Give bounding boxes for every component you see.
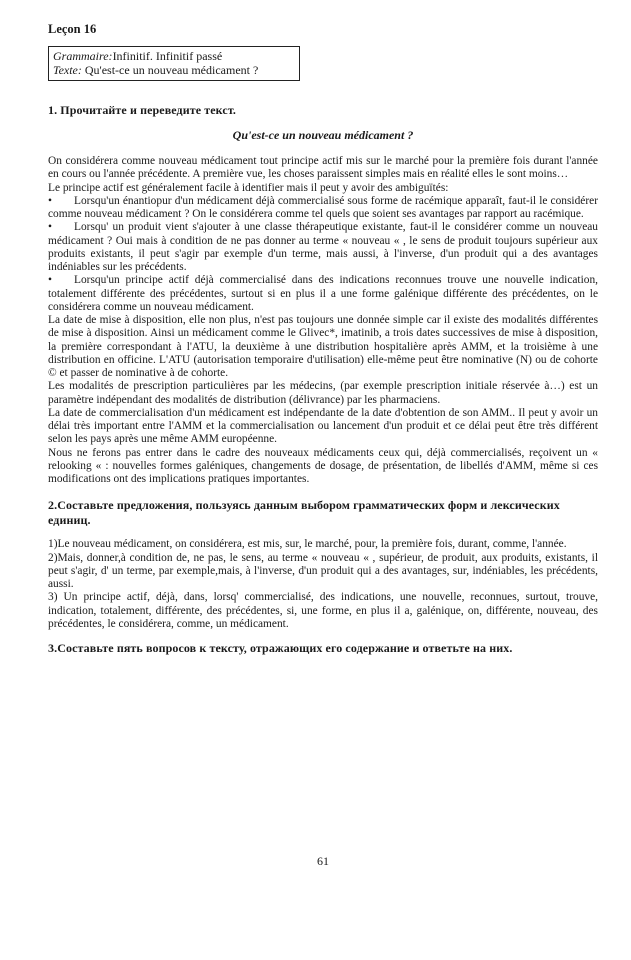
document-page (48, 22, 598, 868)
paragraph: Le principe actif est généralement facile à identifier mais il peut y avoir des ambiguïtés: (48, 181, 449, 194)
bullet-paragraph (48, 274, 598, 314)
grammar-box (48, 46, 300, 81)
exercise-item: 2)Mais, donner,à condition de, ne pas, le sens, au terme « nouveau « , supérieur, de produit, aux produits, existants, il peut s'agir, d' un terme, par exemple,mais, à l'inverse, d'un produit qui a des avantages, sur, indéniables, les précédents, aussi. (48, 551, 598, 590)
page-number: 61 (317, 854, 329, 868)
grammar-line (53, 49, 295, 63)
paragraph: On considérera comme nouveau médicament tout principe actif mis sur le marché pour la première fois durant l'année en cours ou l'année précédente. A première vue, les choses paraissent simples mais en réalité elles le sont moins… (48, 155, 598, 181)
spacer (48, 631, 598, 641)
grammar-text: Infinitif. Infinitif passé (112, 49, 223, 63)
spacer (48, 486, 598, 498)
paragraph: La date de mise à disposition, elle non plus, n'est pas toujours une donnée simple car il existe des modalités différentes de mise à disposition. Ainsi un médicament comme le Glivec*, imatinib, a trois dates successives de mise à disposition, la première correspondant à l'ATU, la deuxième à une distribution hospitalière après AMM, et la troisième à une distribution en officine. L'ATU (autorisation temporaire d'utilisation) elle-même peut être nominative (N) ou de cohorte © et passer de nominative à de cohorte. (48, 314, 598, 379)
text-title: Qu'est-ce un nouveau médicament ? (84, 63, 259, 77)
lesson-title: Leçon 16 (48, 22, 97, 36)
bullet-text: Lorsqu' un produit vient s'ajouter à une classe thérapeutique existante, faut-il le considérer comme un nouveau médicament ? Oui mais à condition de ne pas donner au terme « nouveau « , le sens de produit toujours supérieur aux produits existants, il peut s'agir par exemple d'un terme, mais aussi, à l'inverse, d'un produit qui a des avantages indéniables sur les précédents. (48, 221, 598, 273)
bullet-icon: • (48, 221, 52, 234)
bullet-paragraph (48, 195, 598, 222)
text-line (53, 63, 295, 77)
section1-heading: 1. Прочитайте и переведите текст. (48, 103, 237, 117)
bullet-text: Lorsqu'un énantiopur d'un médicament déjà commercialisé sous forme de racémique apparaît, faut-il le considérer comme nouveau médicament ? On le considérera comme tel quels que soient ses avantages par rapport au racémique. (48, 194, 598, 220)
exercise-items (48, 538, 598, 631)
text-label: Texte: (53, 63, 82, 77)
section3-heading: 3.Составьте пять вопросов к тексту, отражающих его содержание и ответьте на них. (48, 641, 513, 655)
bullet-icon: • (48, 274, 52, 287)
paragraph: La date de commercialisation d'un médicament est indépendante de la date d'obtention de son AMM.. Il peut y avoir un délai très important entre l'AMM et la commercialisation ou lancement d'un produit et ce délai peut être très différent selon les pays après une même AMM européenne. (48, 406, 598, 446)
article-title: Qu'est-ce un nouveau médicament ? (232, 128, 414, 142)
section2-heading: 2.Составьте предложения, пользуясь данным выбором грамматических форм и лексических единиц. (48, 498, 560, 528)
paragraph: Nous ne ferons pas entrer dans le cadre des nouveaux médicaments ceux qui, déjà commercialisés, reçoivent un « relooking « : nouvelles formes galéniques, changements de dosage, de présentation, de libellés d'AMM, même si ces modifications ont des implications pratiques importantes. (48, 446, 598, 485)
bullet-icon: • (48, 194, 52, 207)
paragraph: Les modalités de prescription particulières par les médecins, (par exemple prescription initiale réservée à…) est un paramètre indépendant des modalités de distribution (délivrance) par les pharmaciens. (48, 380, 598, 406)
exercise-item: 1)Le nouveau médicament, on considérera, est mis, sur, le marché, pour, la première fois, durant, comme, l'année. (48, 538, 567, 551)
article-body (48, 155, 598, 486)
bullet-text: Lorsqu'un principe actif déjà commercialisé dans des indications reconnues trouve une nouvelle indication, totalement différente des précédentes, surtout si en plus il a une forme galénique différente des précédentes, on le considérera comme un nouveau médicament. (48, 274, 598, 313)
exercise-item: 3) Un principe actif, déjà, dans, lorsq' commercialisé, des indications, une nouvelle, reconnues, surtout, trouve, indication, totalement, différente, des précédentes, si, une forme, en plus il a, galénique, on, différente, nouveau, des précédentes, le considérera, comme, un médicament. (48, 591, 598, 630)
bullet-paragraph (48, 221, 598, 274)
grammar-label: Grammaire: (53, 49, 113, 63)
